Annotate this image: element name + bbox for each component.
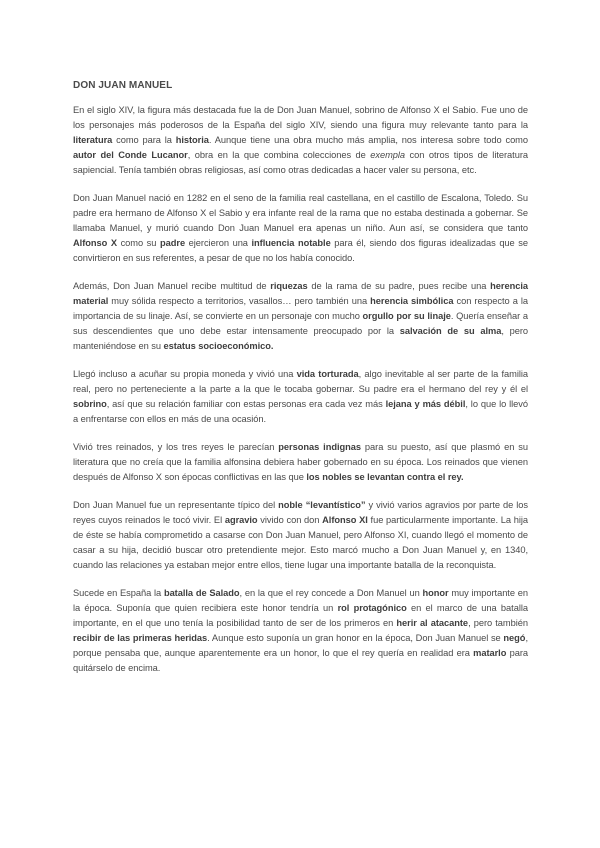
bold-text: salvación de su alma bbox=[399, 326, 502, 336]
text-run: , lo que lo llevó a enfrentarse con ellos en más de una ocasión. bbox=[73, 399, 528, 424]
text-run: con otros tipos de literatura sapiencial. Tenía también obras religiosas, así como otras dedicadas a hacer valer su persona, etc. bbox=[73, 150, 528, 175]
bold-text: Alfonso XI bbox=[322, 515, 368, 525]
paragraph bbox=[73, 367, 528, 427]
text-run: y vivió varios agravios por parte de los reyes cuyos reinados le tocó vivir. El bbox=[73, 500, 529, 525]
bold-text: matarlo bbox=[473, 648, 507, 658]
paragraph bbox=[73, 440, 528, 485]
bold-text: negó bbox=[503, 633, 526, 643]
bold-text: lejana y más débil bbox=[385, 399, 466, 409]
bold-text: recibir de las primeras heridas bbox=[73, 633, 208, 643]
text-run: Don Juan Manuel nació en 1282 en el seno de la familia real castellana, en el castillo de Escalona, Toledo. Su padre era hermano de Alfonso X el Sabio y era infante real de la rama que no estaba destinada a gobernar. Se llamaba Manuel, y murió cuando Don Juan Manuel era apenas un niño. Aun así, se considera que tanto bbox=[73, 193, 528, 233]
text-run: . Aunque tiene una obra mucho más amplia, nos interesa sobre todo como bbox=[208, 135, 528, 145]
bold-text: estatus socioeconómico. bbox=[163, 341, 274, 351]
paragraph bbox=[73, 279, 528, 354]
text-run: Sucede en España la bbox=[73, 588, 164, 598]
bold-text: personas indignas bbox=[278, 442, 361, 452]
bold-text: herencia material bbox=[73, 281, 528, 306]
bold-text: los nobles se levantan contra el rey. bbox=[306, 472, 464, 482]
bold-text: autor del Conde Lucanor bbox=[73, 150, 188, 160]
text-run: Don Juan Manuel fue un representante típico del bbox=[73, 500, 279, 510]
bold-text: herir al atacante bbox=[396, 618, 469, 628]
paragraph bbox=[73, 498, 528, 573]
text-run: , así que su relación familiar con estas personas era cada vez más bbox=[106, 399, 386, 409]
bold-text: batalla de Salado bbox=[163, 588, 240, 598]
bold-text: rol protagónico bbox=[337, 603, 407, 613]
text-run: , obra en la que combina colecciones de bbox=[187, 150, 371, 160]
text-run: de la rama de su padre, pues recibe una bbox=[307, 281, 491, 291]
text-run: con respecto a la importancia de su linaje. Así, se convierte en un personaje con mucho bbox=[73, 296, 528, 321]
bold-text: historia bbox=[175, 135, 209, 145]
paragraph bbox=[73, 586, 528, 676]
text-run: fue particularmente importante. La hija de éste se había comprometido a casarse con Don Juan Manuel, pero Alfonso XI, cuando llegó el momento de casar a su hija, decidió buscar otro pretendiente mejor. Esto marcó mucho a Don Juan Manuel y, en 1340, cuando las relaciones ya estaban mejor entre ellos, tiene lugar una importante batalla de la reconquista. bbox=[73, 515, 529, 570]
bold-text: influencia notable bbox=[251, 238, 331, 248]
bold-text: literatura bbox=[73, 135, 113, 145]
bold-text: agravio bbox=[224, 515, 258, 525]
text-run: Además, Don Juan Manuel recibe multitud de bbox=[73, 281, 271, 291]
document-body bbox=[73, 103, 528, 676]
text-run: para su puesto, así que plasmó en su literatura que no creía que la familia alfonsina debiera haber gobernado en su época. Los reinados que vienen después de Alfonso X son épocas conflictivas en las que bbox=[73, 442, 529, 482]
text-run: en el marco de una batalla importante, en el que uno tenía la posibilidad tanto de ser de los primeros en bbox=[73, 603, 528, 628]
text-run: para él, siendo dos figuras idealizadas que se convirtieron en sus referentes, a pesar de que no los había conocido. bbox=[73, 238, 528, 263]
text-run: para quitárselo de encima. bbox=[73, 648, 528, 673]
text-run: . Quería enseñar a sus descendientes que uno debe estar intensamente preocupado por la bbox=[73, 311, 528, 336]
bold-text: herencia simbólica bbox=[370, 296, 454, 306]
bold-text: orgullo por su linaje bbox=[362, 311, 451, 321]
text-run: como su bbox=[116, 238, 160, 248]
bold-text: sobrino bbox=[73, 399, 107, 409]
bold-text: riquezas bbox=[270, 281, 308, 291]
text-run: vivido con don bbox=[257, 515, 323, 525]
bold-text: vida torturada bbox=[296, 369, 359, 379]
text-run: , porque pensaba que, aunque aparentemente era un honor, lo que el rey quería en realidad era bbox=[73, 633, 528, 658]
bold-text: Alfonso X bbox=[73, 238, 117, 248]
paragraph bbox=[73, 103, 528, 178]
text-run: Llegó incluso a acuñar su propia moneda y vivió una bbox=[73, 369, 297, 379]
text-run: , pero también bbox=[468, 618, 528, 628]
text-run: En el siglo XIV, la figura más destacada fue la de Don Juan Manuel, sobrino de Alfonso X el Sabio. Fue uno de los personajes más poderosos de la España del siglo XIV, siendo una figura muy relevante tanto para la bbox=[73, 105, 528, 130]
text-run: Vivió tres reinados, y los tres reyes le parecían bbox=[73, 442, 279, 452]
text-run: , en la que el rey concede a Don Manuel un bbox=[239, 588, 423, 598]
bold-text: honor bbox=[422, 588, 449, 598]
document-title: DON JUAN MANUEL bbox=[73, 80, 173, 91]
bold-text: padre bbox=[160, 238, 186, 248]
text-run: , algo inevitable al ser parte de la familia real, pero no perteneciente a la parte a la que le tocaba gobernar. Su padre era el hermano del rey y él el bbox=[73, 369, 529, 394]
paragraph bbox=[73, 191, 528, 266]
text-run: . Aunque esto suponía un gran honor en la época, Don Juan Manuel se bbox=[207, 633, 504, 643]
text-run: , pero manteniéndose en su bbox=[73, 326, 529, 351]
italic-text: exempla bbox=[370, 150, 406, 160]
text-run: muy importante en la época. Suponía que quien recibiera este honor tendría un bbox=[73, 588, 528, 613]
text-run: ejercieron una bbox=[185, 238, 252, 248]
text-run: como para la bbox=[112, 135, 176, 145]
bold-text: noble “levantístico” bbox=[278, 500, 366, 510]
text-run: muy sólida respecto a territorios, vasallos… pero también una bbox=[108, 296, 371, 306]
